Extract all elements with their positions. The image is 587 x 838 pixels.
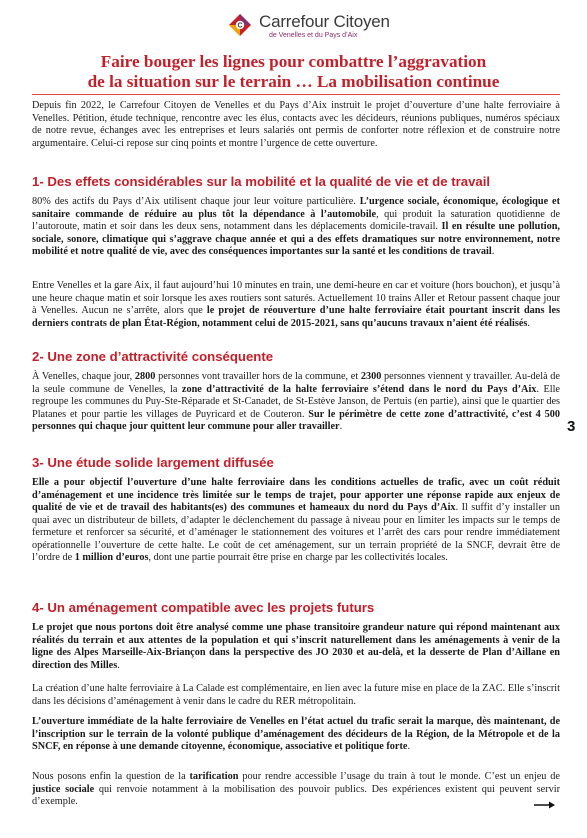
body-text: , dont une partie pourrait être prise en charge par les collectivités locales.: [148, 552, 448, 564]
body-text: . Il suffit d’y installer un quai avec un distributeur de billets, d’adapter le déclenchement du passage à niveau pour en limiter les impacts sur le temps de fermeture et renforcer sa sécurité, et d’aménager le stationnement des voitures et l’arrêt des cars pour rendre immédiatement opérationnelle l’ouverture de cette halte. Le coût de cet aménagement, sur un terrain propriété de la SNCF, devrait être de l’ordre de: [32, 502, 560, 564]
title-divider: [32, 94, 560, 95]
emphasis-text: zone d’attractivité de la halte ferroviaire s’étend dans le nord du Pays d’Aix: [181, 383, 537, 395]
section-1-heading: 1- Des effets considérables sur la mobilité et la qualité de vie et de travail: [32, 174, 491, 189]
section-4-paragraph-3: [32, 716, 560, 754]
body-text: personnes viennent y travailler. Au-delà de la seule commune de Venelles, la: [32, 371, 560, 395]
body-text: Entre Venelles et la gare Aix, il faut aujourd’hui 10 minutes en train, une demi-heure en car et voiture (hors bouchon), et jusqu’à une heure chaque matin et soir lorsque les axes routiers sont saturés. Actuellement 10 trains Aller et Retour passent chaque jour à Venelles. Aucun ne s’arrête, alors que: [32, 280, 560, 317]
logo-title: Carrefour Citoyen: [259, 12, 390, 31]
emphasis-text: tarification: [189, 771, 239, 782]
page-title: [0, 52, 587, 92]
page-number: 3: [567, 418, 576, 435]
section-1-paragraph-2: [32, 280, 560, 330]
body-text: personnes vont travailler hors de la commune, et: [155, 371, 361, 382]
body-text: .: [117, 659, 120, 671]
section-4-paragraph-4: [32, 771, 560, 809]
page-title-line-1: Faire bouger les lignes pour combattre l’aggravation: [100, 52, 487, 71]
body-text: qui renvoie notamment à la mobilisation des pouvoir publics. Des expériences existent qui peuvent servir d’exemple.: [32, 783, 560, 808]
body-text: . Elle regroupe les communes du Puy-Ste-Réparade et St-Canadet, de St-Estève Janson, de Pertuis (en partie), ainsi que le quartier des Platanes et pour partie les villages de Puyricard et de Couteron.: [32, 383, 560, 420]
body-text: .: [339, 421, 343, 433]
emphasis-text: le projet de réouverture d’une halte ferroviaire était pourtant inscrit dans les derniers contrats de plan État-Région, notamment celui de 2015-2021, sans qu’aucuns travaux n’aient été réalisés: [32, 305, 560, 329]
section-3-heading: 3- Une étude solide largement diffusée: [32, 455, 274, 470]
body-text: 80% des actifs du Pays d’Aix utilisent chaque jour leur voiture particulière.: [32, 196, 360, 207]
emphasis-text: Elle a pour objectif l’ouverture d’une halte ferroviaire dans les conditions actuelles de trafic, avec un coût réduit d’aménagement et une incidence très limitée sur le temps de trajet, pour apporter une réponse rapide aux enjeux de qualité de vie et de travail des habitants(es) des communes et hameaux du nord du Pays d’Aix: [32, 477, 560, 514]
body-text: À Venelles, chaque jour,: [32, 371, 135, 382]
emphasis-text: 2800: [134, 371, 156, 382]
emphasis-text: 2300: [360, 371, 382, 382]
section-2-paragraph-1: [32, 371, 560, 434]
logo: [205, 6, 395, 48]
arrow-right-icon: [533, 800, 557, 810]
body-text: , qui produit la saturation quotidienne de l’autoroute, matin et soir dans les deux sens, notamment dans les déplacements domicile-travail.: [32, 208, 560, 233]
body-text: .: [491, 246, 495, 258]
body-text: Nous posons enfin la question de la: [32, 771, 190, 782]
section-2-heading: 2- Une zone d’attractivité conséquente: [32, 349, 274, 364]
body-text: .: [527, 317, 530, 329]
emphasis-text: Le projet que nous portons doit être analysé comme une phase transitoire grandeur nature qui répond maintenant aux réalités du terrain et aux attentes de la population et qui s’inscrit naturellement dans les aménagements à venir de la ligne des Alpes Marseille-Aix-Briançon dans la perspective des JO 2030 et au-delà, et la desserte de Plan d’Aillane en direction des Milles: [32, 622, 560, 671]
section-4-paragraph-2: [32, 683, 560, 708]
section-1-paragraph-1: [32, 196, 560, 259]
emphasis-text: L’ouverture immédiate de la halte ferroviaire de Venelles en l’état actuel du trafic serait la marque, dès maintenant, de l’inscription sur le terrain de la volonté publique d’aménagement des décideurs de la Région, de la Métropole et de la SNCF, en réponse à une demande citoyenne, économique, associative et politique forte: [32, 716, 560, 753]
logo-subtitle: de Venelles et du Pays d’Aix: [269, 32, 358, 39]
emphasis-text: Sur le périmètre de cette zone d’attractivité, c’est 4 500 personnes qui chaque jour quittent leur commune pour aller travailler: [32, 408, 561, 433]
svg-text:C: C: [237, 22, 243, 30]
section-4-heading: 4- Un aménagement compatible avec les projets futurs: [32, 600, 375, 615]
carrefour-citoyen-logo-icon: [227, 12, 253, 38]
body-text: pour rendre accessible l’usage du train à tout le monde. C’est un enjeu de: [238, 771, 560, 782]
body-text: La création d’une halte ferroviaire à La Calade est complémentaire, en lien avec la future mise en place de la ZAC. Elle s’inscrit dans les décisions d’aménagement à venir dans le cadre du RER métropolitain.: [32, 683, 560, 707]
intro-paragraph: Depuis fin 2022, le Carrefour Citoyen de Venelles et du Pays d’Aix instruit le projet d’ouverture d’une halte ferroviaire à Venelles. Pétition, étude technique, rencontre avec les élus, contacts avec les décideurs, réunions publiques, numéros spéciaux de notre revue, échanges avec les entreprises et leurs salariés ont permis de conforter notre réflexion et de construire notre argumentaire. Celui-ci repose sur cinq points et montre l’urgence de cette ouverture.: [32, 100, 560, 149]
emphasis-text: 1 million d’euros: [74, 552, 149, 564]
emphasis-text: L’urgence sociale, économique, écologique et sanitaire commande de réduire au plus tôt la dépendance à l’automobile: [32, 196, 560, 220]
section-3-paragraph-1: [32, 477, 560, 565]
emphasis-text: Il en résulte une pollution, sociale, sonore, climatique qui s’aggrave chaque année et qui a des effets dramatiques sur notre environnement, notre mobilité et notre qualité de vie, avec des conséquences importantes sur la santé et les conditions de travail: [32, 221, 560, 258]
emphasis-text: justice sociale: [32, 783, 95, 795]
section-4-paragraph-1: [32, 622, 560, 672]
body-text: .: [407, 741, 410, 753]
page-title-line-2: de la situation sur le terrain … La mobilisation continue: [87, 72, 500, 91]
